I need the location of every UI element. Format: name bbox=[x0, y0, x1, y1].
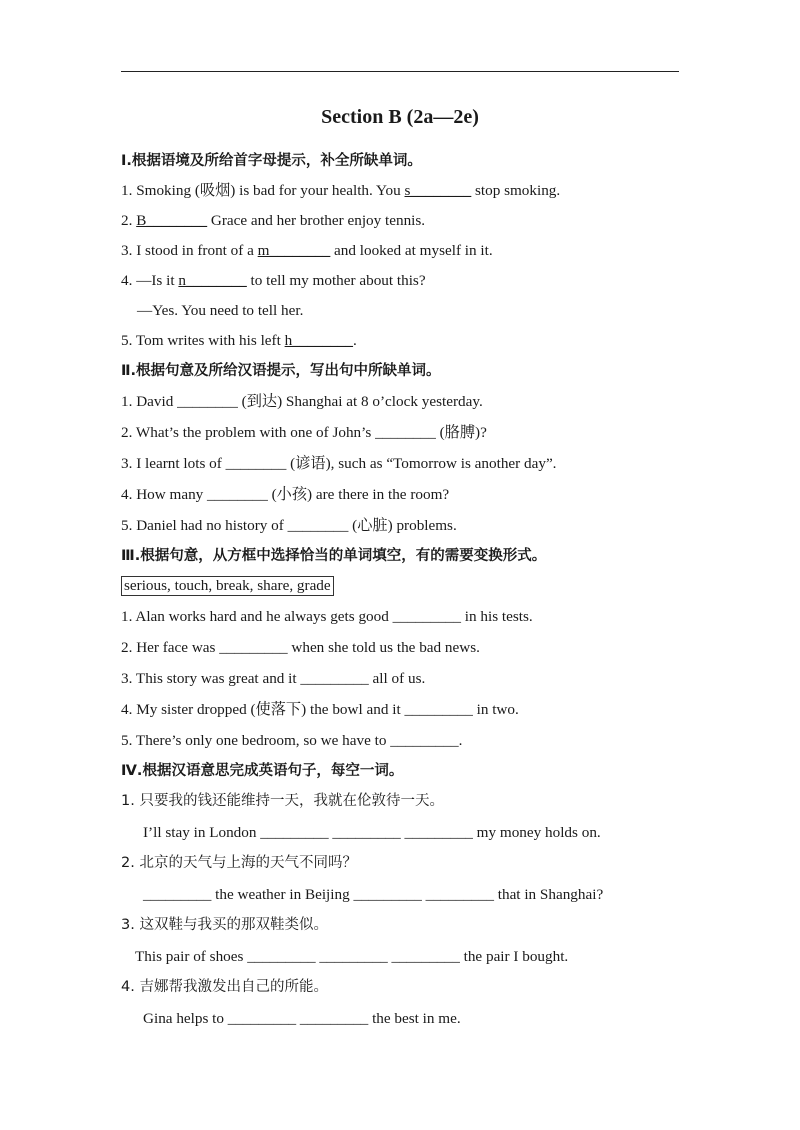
word-box-row bbox=[121, 571, 691, 601]
blank[interactable]: h________ bbox=[284, 332, 353, 349]
blank[interactable]: B________ bbox=[136, 212, 208, 229]
part4-question-1-english: I’ll stay in London _________ _________ _________ my money holds on. bbox=[143, 824, 601, 841]
word-box: serious, touch, break, share, grade bbox=[121, 576, 334, 596]
part3-heading: Ⅲ.根据句意，从方框中选择恰当的单词填空，有的需要变换形式。 bbox=[121, 548, 547, 564]
part1-question-4: 4. —Is it n________ to tell my mother about this? bbox=[121, 272, 426, 289]
part4-question-4-chinese: 4. 吉娜帮我激发出自己的所能。 bbox=[121, 979, 328, 995]
part4-question-1-chinese: 1. 只要我的钱还能维持一天，我就在伦敦待一天。 bbox=[121, 793, 444, 809]
part2-question-2: 2. What’s the problem with one of John’s ________ (胳膊)? bbox=[121, 424, 487, 441]
blank[interactable]: m________ bbox=[257, 242, 331, 259]
worksheet bbox=[121, 146, 691, 1034]
part4-question-3-chinese: 3. 这双鞋与我买的那双鞋类似。 bbox=[121, 917, 328, 933]
part2-question-1: 1. David ________ (到达) Shanghai at 8 o’clock yesterday. bbox=[121, 393, 483, 410]
top-rule bbox=[121, 71, 679, 72]
blank[interactable]: n________ bbox=[178, 272, 247, 289]
part2-question-3: 3. I learnt lots of ________ (谚语), such as “Tomorrow is another day”. bbox=[121, 455, 557, 472]
part2-question-4: 4. How many ________ (小孩) are there in the room? bbox=[121, 486, 450, 503]
part3-question-2: 2. Her face was _________ when she told us the bad news. bbox=[121, 639, 480, 656]
part3-question-3: 3. This story was great and it _________ all of us. bbox=[121, 670, 426, 687]
part4-question-2-english: _________ the weather in Beijing _________ _________ that in Shanghai? bbox=[143, 886, 604, 903]
part4-question-3-english: This pair of shoes _________ _________ _________ the pair I bought. bbox=[135, 948, 569, 965]
part1-question-4-reply: —Yes. You need to tell her. bbox=[137, 302, 304, 319]
part3-question-1: 1. Alan works hard and he always gets good _________ in his tests. bbox=[121, 608, 533, 625]
part1-question-3: 3. I stood in front of a m________ and looked at myself in it. bbox=[121, 242, 493, 259]
part1-question-2: 2. B________ Grace and her brother enjoy tennis. bbox=[121, 212, 426, 229]
part1-question-1: 1. Smoking (吸烟) is bad for your health. You s________ stop smoking. bbox=[121, 182, 561, 199]
part4-heading: Ⅳ.根据汉语意思完成英语句子，每空一词。 bbox=[121, 763, 404, 779]
part3-question-5: 5. There’s only one bedroom, so we have to _________. bbox=[121, 732, 463, 749]
part2-question-5: 5. Daniel had no history of ________ (心脏) problems. bbox=[121, 517, 457, 534]
page-title: Section B (2a—2e) bbox=[321, 106, 479, 128]
part1-heading: Ⅰ.根据语境及所给首字母提示，补全所缺单词。 bbox=[121, 153, 422, 169]
blank[interactable]: s________ bbox=[404, 182, 472, 199]
part4-question-2-chinese: 2. 北京的天气与上海的天气不同吗？ bbox=[121, 855, 357, 871]
part4-question-4-english: Gina helps to _________ _________ the best in me. bbox=[143, 1010, 461, 1027]
part3-question-4: 4. My sister dropped (使落下) the bowl and it _________ in two. bbox=[121, 701, 519, 718]
part2-heading: Ⅱ.根据句意及所给汉语提示，写出句中所缺单词。 bbox=[121, 363, 441, 379]
part1-question-5: 5. Tom writes with his left h________. bbox=[121, 332, 357, 349]
